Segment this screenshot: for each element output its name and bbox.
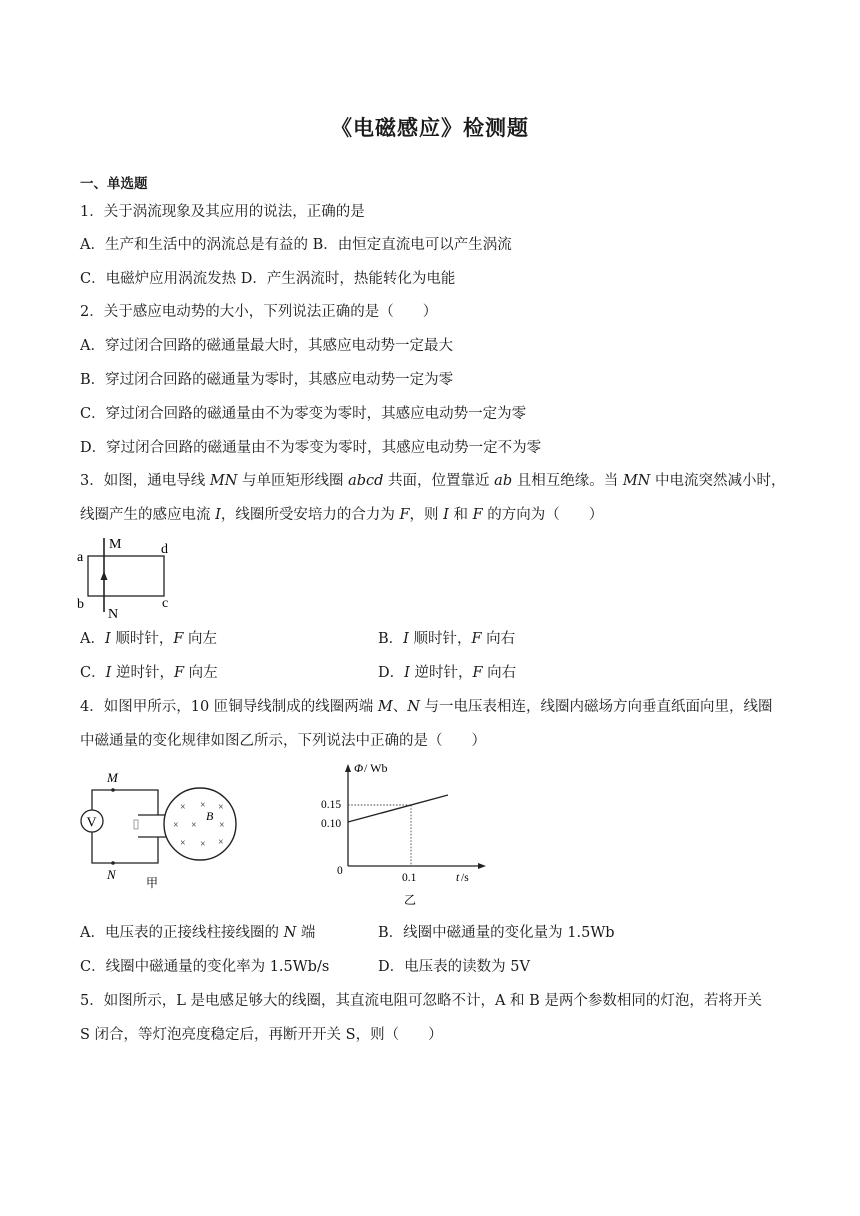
q3-option-c (80, 663, 218, 683)
q3-stem-line2 (80, 505, 603, 525)
origin-tick: 0 (337, 865, 343, 877)
text-span: D． (378, 665, 405, 681)
text-span: 顺时针， (408, 631, 472, 647)
text-span: 、 (392, 699, 408, 715)
figure-caption-jia: 甲 (146, 876, 159, 890)
flux-line (348, 795, 448, 822)
y-label-unit: / Wb (364, 761, 388, 775)
var-I: I (403, 631, 409, 647)
text-span: 顺时针， (110, 631, 174, 647)
cross-icon: × (191, 820, 197, 831)
page-title: 《电磁感应》检测题 (331, 116, 529, 140)
q4-option-c: C．线圈中磁通量的变化率为 1.5Wb/s (80, 959, 330, 975)
q4-figure-yi-graph (318, 758, 500, 910)
x-tick-01: 0.1 (402, 872, 417, 884)
terminal-dot-M (111, 788, 115, 792)
q1-options-cd: C．电磁炉应用涡流发热 D．产生涡流时，热能转化为电能 (80, 271, 456, 287)
connector (134, 820, 138, 829)
var-F: F (471, 631, 482, 647)
label-d: d (161, 542, 168, 557)
q4-option-b: B．线圈中磁通量的变化量为 1.5Wb (378, 925, 615, 941)
var-MN: MN (209, 473, 238, 489)
voltmeter-label: V (86, 815, 97, 831)
var-I: I (104, 631, 111, 647)
var-F: F (173, 665, 185, 681)
var-MN: MN (622, 473, 651, 489)
q4-figure-jia (74, 768, 246, 894)
y-label-phi: Φ (354, 761, 364, 775)
cross-icon: × (200, 839, 206, 850)
text-span: 逆时针， (111, 665, 174, 681)
var-I: I (215, 507, 221, 523)
q3-option-b (378, 629, 515, 649)
q2-stem: 2．关于感应电动势的大小，下列说法正确的是（ ） (80, 304, 438, 320)
y-axis-arrow-icon (345, 764, 351, 772)
text-span: 端 (296, 925, 316, 941)
text-span: 线圈产生的感应电流 (80, 507, 216, 523)
cross-icon: × (173, 820, 179, 831)
text-span: 与一电压表相连，线圈内磁场方向垂直纸面向里，线圈 (419, 699, 773, 715)
section-heading: 一、单选题 (80, 176, 148, 192)
text-span: 逆时针， (409, 665, 473, 681)
text-span: B． (378, 631, 404, 647)
cross-icon: × (180, 838, 186, 849)
q3-option-d (378, 663, 516, 683)
rectangular-coil (88, 556, 164, 596)
text-span: 4．如图甲所示，10 匝铜导线制成的线圈两端 (80, 699, 378, 715)
q1-options-ab: A．生产和生活中的涡流总是有益的 B．由恒定直流电可以产生涡流 (80, 237, 512, 253)
q2-option-c: C．穿过闭合回路的磁通量由不为零变为零时，其感应电动势一定为零 (80, 406, 527, 422)
text-span: 和 (448, 507, 473, 523)
wire-bottom (92, 831, 158, 863)
label-c: c (162, 596, 169, 611)
var-abcd: abcd (348, 473, 384, 489)
q4-option-d: D．电压表的读数为 5V (378, 959, 530, 975)
text-span: 向左 (184, 665, 218, 681)
y-tick-010: 0.10 (321, 818, 342, 830)
var-N: N (283, 925, 297, 941)
text-span: 向右 (481, 631, 516, 647)
q3-option-a (80, 629, 217, 649)
text-span: 向左 (183, 631, 217, 647)
cross-icon: × (218, 802, 224, 813)
current-arrow-icon (101, 571, 108, 580)
x-label-t: t (456, 872, 460, 884)
label-B: B (206, 809, 214, 823)
x-axis-arrow-icon (478, 863, 486, 869)
q2-option-a: A．穿过闭合回路的磁通量最大时，其感应电动势一定最大 (80, 338, 453, 354)
wire-top (92, 790, 158, 815)
var-N: N (407, 699, 420, 715)
var-F: F (472, 665, 483, 681)
var-F: F (173, 631, 184, 647)
q4-stem-line1 (80, 697, 773, 717)
text-span: 的方向为（ ） (482, 507, 604, 523)
q3-coil-figure (74, 534, 184, 620)
cross-icon: × (200, 800, 206, 811)
cross-icon: × (219, 820, 225, 831)
q1-stem: 1．关于涡流现象及其应用的说法，正确的是 (80, 204, 365, 220)
label-N: N (107, 867, 116, 882)
figure-caption-yi: 乙 (404, 893, 417, 907)
var-M: M (377, 699, 393, 715)
text-span: A．电压表的正接线柱接线圈的 (80, 925, 284, 941)
label-b: b (77, 597, 84, 612)
text-span: A． (80, 631, 105, 647)
cross-icon: × (180, 802, 186, 813)
text-span: 3．如图，通电导线 (80, 473, 210, 489)
var-I: I (404, 665, 410, 681)
var-I: I (443, 507, 449, 523)
var-ab: ab (494, 473, 513, 489)
q3-stem-line1 (80, 471, 785, 491)
text-span: C． (80, 665, 106, 681)
text-span: ，线圈所受安培力的合力为 (220, 507, 400, 523)
var-F: F (472, 507, 483, 523)
text-span: 与单匝矩形线圈 (237, 473, 349, 489)
label-M: M (109, 537, 122, 552)
q5-stem-line1: 5．如图所示，L 是电感足够大的线圈，其直流电阻可忽略不计，A 和 B 是两个参数相同的灯泡，若将开关 (80, 993, 762, 1009)
text-span: 向右 (482, 665, 517, 681)
q2-option-d: D．穿过闭合回路的磁通量由不为零变为零时，其感应电动势一定不为零 (80, 440, 542, 456)
q5-stem-line2: S 闭合，等灯泡亮度稳定后，再断开开关 S，则（ ） (80, 1027, 443, 1043)
text-span: ，则 (409, 507, 444, 523)
q2-option-b: B．穿过闭合回路的磁通量为零时，其感应电动势一定为零 (80, 372, 454, 388)
text-span: 中电流突然减小时， (650, 473, 786, 489)
terminal-dot-N (111, 861, 115, 865)
y-tick-015: 0.15 (321, 799, 342, 811)
label-a: a (77, 550, 84, 565)
label-N: N (108, 607, 119, 620)
text-span: 且相互绝缘。当 (512, 473, 623, 489)
var-F: F (399, 507, 410, 523)
cross-icon: × (218, 837, 224, 848)
text-span: 共面，位置靠近 (383, 473, 495, 489)
var-I: I (105, 665, 112, 681)
x-label-unit: /s (461, 872, 469, 884)
q4-option-a (80, 923, 315, 943)
label-M: M (107, 770, 118, 785)
q4-stem-line2: 中磁通量的变化规律如图乙所示，下列说法中正确的是（ ） (80, 733, 486, 749)
